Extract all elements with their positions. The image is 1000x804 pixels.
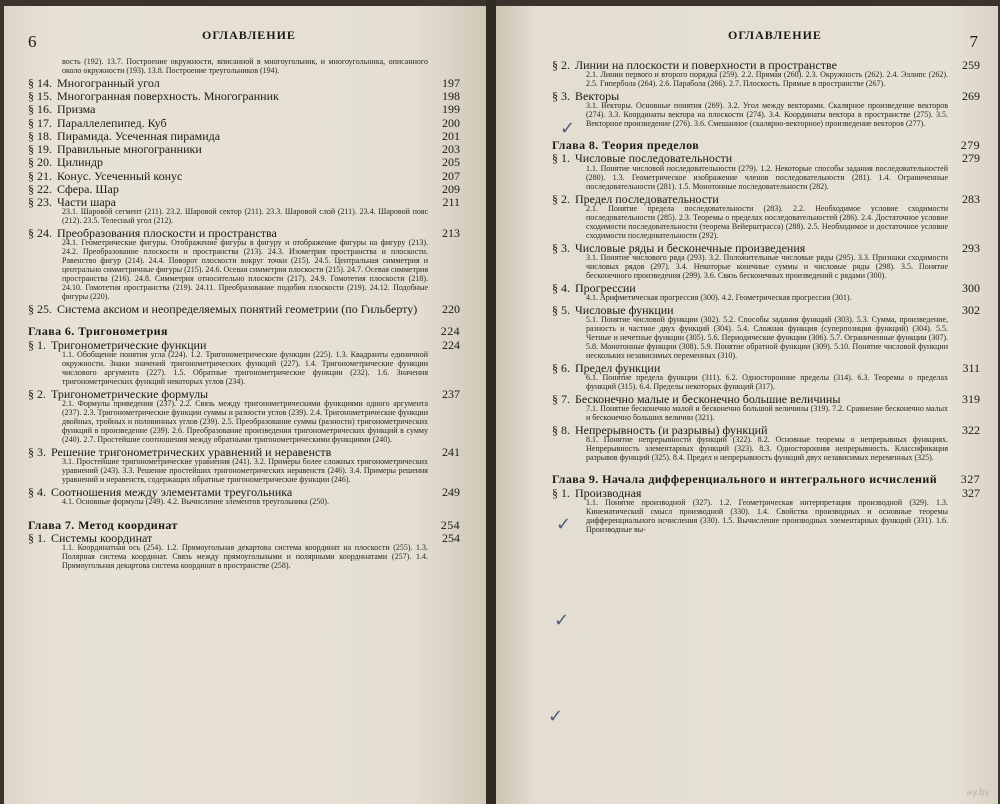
section-page: 237 — [442, 386, 460, 401]
left-page — [4, 6, 486, 804]
section-number: § 3. — [28, 444, 46, 459]
toc-entry — [28, 303, 460, 315]
section-title: Тригонометрические функции — [51, 337, 207, 352]
handwritten-check-mark: ✓ — [556, 514, 572, 535]
section-title: Решение тригонометрических уравнений и неравенств — [51, 444, 332, 459]
section-page: 220 — [442, 302, 460, 317]
section-number: § 7. — [552, 392, 570, 407]
section-title: Системы координат — [51, 531, 153, 546]
toc-entry — [552, 487, 980, 499]
section-number: § 2. — [28, 386, 46, 401]
section-number: § 6. — [552, 360, 570, 375]
section-title: Соотношения между элементами треугольника — [51, 484, 293, 499]
toc-entry — [552, 193, 980, 205]
toc-entry — [28, 388, 460, 400]
section-title: Производная — [575, 485, 642, 500]
chapter-8-entries — [552, 152, 980, 463]
section-page: 269 — [962, 89, 980, 104]
section-number: § 1. — [28, 531, 46, 546]
toc-entry — [28, 143, 460, 155]
section-page: 322 — [962, 423, 980, 438]
section-subtopics: 1.1. Обобщение понятия угла (224). 1.2. Тригонометрические функции (225). 1.3. Квадранты единичной окружности. Знаки значений тригонометрических функций (227). 1.4. Тригонометрические функции числового аргумента (227). 1.5. Обратные тригонометрические функции (232). 1.6. Значения тригонометрических функций некоторых углов (234). — [62, 349, 428, 386]
section-number: § 3. — [552, 240, 570, 255]
right-page — [496, 6, 998, 804]
section-page: 302 — [962, 302, 980, 317]
section-title: Сфера. Шар — [57, 181, 119, 196]
left-running-head: ОГЛАВЛЕНИЕ — [202, 28, 296, 42]
section-number: § 17. — [28, 115, 52, 130]
toc-entry — [552, 152, 980, 164]
section-number: § 14. — [28, 75, 52, 90]
section-page: 199 — [442, 102, 460, 117]
section-page: 241 — [442, 444, 460, 459]
section-title: Числовые последовательности — [575, 151, 733, 166]
section-title: Система аксиом и неопределяемых понятий геометрии (по Гильберту) — [57, 302, 418, 317]
toc-entry — [28, 90, 460, 102]
toc-entry — [28, 170, 460, 182]
section-page: 319 — [962, 392, 980, 407]
section-number: § 1. — [552, 485, 570, 500]
handwritten-check-mark: ✓ — [560, 118, 576, 139]
section-number: § 20. — [28, 155, 52, 170]
chapter-7-entries — [28, 532, 460, 571]
section-number: § 2. — [552, 58, 570, 72]
section-page: 198 — [442, 89, 460, 104]
section-page: 203 — [442, 142, 460, 157]
chapter-7-heading: Глава 7. Метод координат 254 — [28, 517, 460, 532]
chapter-9-entries — [552, 487, 980, 535]
section-title: Векторы — [575, 89, 620, 104]
chapter-6-entries — [28, 339, 460, 507]
section-subtopics: 3.1. Векторы. Основные понятия (269). 3.2. Угол между векторами. Скалярное произведение векторов (274). 3.3. Координаты вектора на плоскости (274). 3.4. Координаты вектора в пространстве (275). 3.5. Векторное произведение (276). 3.6. Смешанное (скалярно-векторное) произведение векторов (277). — [586, 101, 948, 129]
section-page: 200 — [442, 115, 460, 130]
section-subtopics: 1.1. Координатная ось (254). 1.2. Прямоугольная декартова система координат на плоскости (255). 1.3. Полярная система координат. Связь между прямоугольными и полярными координатами (257). 1.4. Прямоугольная декартова система координат в пространстве (258). — [62, 543, 428, 571]
section-number: § 16. — [28, 102, 52, 117]
toc-intro: вость (192). 13.7. Построение окружности, вписанной в многоугольник, и многоугольника, описанного около окружности (193). 13.8. Построение треугольников (194). — [62, 57, 428, 75]
section-number: § 8. — [552, 423, 570, 438]
watermark-text: ay.by — [966, 788, 990, 798]
section-title: Предел функции — [575, 360, 661, 375]
section-subtopics: 2.1. Линии первого и второго порядка (259). 2.2. Прямая (260). 2.3. Окружность (262). 2.4. Эллипс (262). 2.5. Гипербола (264). 2.6. Парабола (266). 2.7. Плоскость. Прямые в пространстве (267). — [586, 70, 948, 89]
section-page: 209 — [442, 181, 460, 196]
section-title: Преобразования плоскости и пространства — [57, 226, 277, 241]
section-subtopics: 7.1. Понятие бесконечно малой и бесконечно большой величины (319). 7.2. Сравнение бесконечно малых и бесконечно больших величин (321). — [586, 404, 948, 423]
book-gutter — [486, 0, 496, 804]
chapter-9-heading: Глава 9. Начала дифференциального и интегрального исчислений 327 — [552, 472, 980, 487]
section-page: 283 — [962, 191, 980, 206]
toc-entry — [28, 339, 460, 351]
section-page: 207 — [442, 168, 460, 183]
left-page-number: 6 — [28, 32, 37, 51]
section-title: Прогрессии — [575, 280, 636, 295]
toc-entry — [28, 103, 460, 115]
section-page: 300 — [962, 280, 980, 295]
section-title: Непрерывность (и разрывы) функций — [575, 423, 768, 438]
section-number: § 23. — [28, 195, 52, 210]
section-number: § 4. — [552, 280, 570, 295]
section-page: 254 — [442, 531, 460, 546]
right-toc — [552, 58, 980, 535]
section-number: § 19. — [28, 142, 52, 157]
section-subtopics: 4.1. Арифметическая прогрессия (300). 4.2. Геометрическая прогрессия (301). — [586, 292, 852, 302]
section-page: 224 — [442, 337, 460, 352]
section-number: § 22. — [28, 181, 52, 196]
section-title: Правильные многогранники — [57, 142, 202, 157]
section-subtopics: 2.1. Формулы приведения (237). 2.2. Связь между тригонометрическими функциями одного аргумента (237). 2.3. Тригонометрические функции суммы и разности углов (239). 2.4. Тригонометрические функции двойных, тройных и половинных углов (239). 2.5. Преобразование суммы (разности) тригонометрических функций в произведение (239). 2.6. Преобразование произведения тригонометрических функций в сумму (240). 2.7. Простейшие соотношения между обратными тригонометрическими функциями (240). — [62, 398, 428, 444]
section-subtopics: 1.1. Понятие числовой последовательности (279). 1.2. Некоторые способы задания последовательностей (280). 1.3. Геометрическое изображение членов последовательности (281). 1.4. Ограниченные последовательности (281). 1.5. Монотонные последовательности (282). — [586, 163, 948, 191]
section-number: § 25. — [28, 302, 52, 317]
section-title: Многогранный угол — [57, 75, 160, 90]
section-subtopics: 23.1. Шаровой сегмент (211). 23.2. Шаровой сектор (211). 23.3. Шаровой слой (211). 23.4. Шаровой пояс (212). 23.5. Телесный угол (212). — [62, 207, 428, 226]
toc-entry — [28, 156, 460, 168]
section-number: § 18. — [28, 128, 52, 143]
section-subtopics: 4.1. Основные формулы (249). 4.2. Вычисление элементов треугольника (250). — [62, 496, 329, 506]
section-page: 259 — [962, 58, 980, 72]
toc-entry — [28, 446, 460, 458]
toc-entries-right — [552, 59, 980, 129]
section-number: § 2. — [552, 191, 570, 206]
toc-entry — [28, 117, 460, 129]
section-page: 197 — [442, 75, 460, 90]
section-subtopics: 1.1. Понятие производной (327). 1.2. Геометрическая интерпретация производной (329). 1.3. Кинематический смысл производной (330). 1.4. Свойства производных и основные теоремы дифференциального исчисления (330). 1.5. Вычисление производных элементарных функций (331). 1.6. Производные вы- — [586, 497, 948, 534]
section-title: Числовые функции — [575, 302, 674, 317]
section-number: § 15. — [28, 89, 52, 104]
section-title: Бесконечно малые и бесконечно большие величины — [575, 392, 841, 407]
section-number: § 1. — [28, 337, 46, 352]
section-title: Многогранная поверхность. Многогранник — [57, 89, 279, 104]
right-page-number: 7 — [969, 32, 978, 51]
section-subtopics: 3.1. Понятие числового ряда (293). 3.2. Положительные числовые ряды (295). 3.3. Признаки сходимости числовых рядов (297). 3.4. Некоторые конечные суммы и числовые ряды (298). 3.5. Понятие бесконечного произведения (299). 3.6. Связь бесконечных произведений с рядами (300). — [586, 252, 948, 280]
section-title: Линии на плоскости и поверхности в пространстве — [575, 58, 837, 72]
section-subtopics: 8.1. Понятие непрерывности функций (322). 8.2. Основные теоремы о непрерывных функциях. Непрерывность элементарных функций (323). 8.3. Односторонняя непрерывность. Классификация разрывов функций (325). 8.4. Предел и непрерывность функций двух независимых переменных (325). — [586, 435, 948, 463]
section-page: 327 — [962, 485, 980, 500]
section-number: § 24. — [28, 226, 52, 241]
section-title: Пирамида. Усеченная пирамида — [57, 128, 221, 143]
toc-entries-left — [28, 77, 460, 315]
toc-entry — [552, 242, 980, 254]
section-page: 279 — [962, 151, 980, 166]
right-running-head: ОГЛАВЛЕНИЕ — [728, 28, 822, 42]
section-number: § 1. — [552, 151, 570, 166]
section-title: Тригонометрические формулы — [51, 386, 209, 401]
left-toc — [28, 58, 460, 571]
section-page: 293 — [962, 240, 980, 255]
section-number: § 4. — [28, 484, 46, 499]
section-subtopics: 5.1. Понятие числовой функции (302). 5.2. Способы задания функций (303). 5.3. Сумма, произведение, разность и частное двух функций (304). 5.4. Сложная функция (суперпозиция функций) (304). 5.5. Четные и нечетные функции (305). 5.6. Периодические функции (306). 5.7. Ограниченные функции (307). 5.8. Монотонные функции (308). 5.9. Понятие обратной функции (309). 5.10. Понятие числовой функции нескольких независимых переменных (310). — [586, 315, 948, 360]
chapter-8-heading: Глава 8. Теория пределов 279 — [552, 138, 980, 153]
section-subtopics: 6.1. Понятие предела функции (311). 6.2. Односторонние пределы (314). 6.3. Теоремы о пределах функций (315). 6.4. Пределы некоторых функций (317). — [586, 373, 948, 392]
section-page: 213 — [442, 226, 460, 241]
toc-entry — [28, 183, 460, 195]
section-title: Части шара — [57, 195, 117, 210]
section-number: § 5. — [552, 302, 570, 317]
section-number: § 21. — [28, 168, 52, 183]
section-title: Конус. Усеченный конус — [57, 168, 183, 183]
section-title: Числовые ряды и бесконечные произведения — [575, 240, 806, 255]
section-title: Параллелепипед. Куб — [57, 115, 167, 130]
section-title: Предел последовательности — [575, 191, 719, 206]
section-subtopics: 3.1. Простейшие тригонометрические уравнения (241). 3.2. Примеры более сложных тригонометрических уравнений (243). 3.3. Решение простейших тригонометрических неравенств (246). 3.4. Примеры решения уравнений и неравенств, содержащих обратные тригонометрические функции (246). — [62, 456, 428, 484]
section-subtopics: 2.1. Понятие предела последовательности (283). 2.2. Необходимое условие сходимости последовательности (285). 2.3. Теоремы о пределах последовательностей (286). 2.4. Достаточное условие сходимости последовательности (теорема Вейерштрасса) (288). 2.5. Необходимое и достаточное условие сходимости последовательности (292). — [586, 203, 948, 240]
section-page: 205 — [442, 155, 460, 170]
section-title: Призма — [57, 102, 96, 117]
toc-entry — [28, 77, 460, 89]
section-page: 201 — [442, 128, 460, 143]
section-page: 211 — [442, 195, 460, 210]
section-page: 311 — [962, 360, 980, 375]
section-subtopics: 24.1. Геометрические фигуры. Отображение фигуры в фигуру и отображение фигуры на фигуру (213). 24.2. Преобразование плоскости и пространства (213). 24.3. Изометрия пространства и плоскости. Равенство фигур (214). 24.4. Поворот плоскости вокруг точки (215). 24.5. Центральная симметрия и центрально симметричные фигуры (215). 24.6. Осевая симметрия плоскости (215). 24.7. Осевая симметрия пространства (216). 24.8. Симметрия относительно плоскости (217). 24.9. Гомотетия плоскости (218). 24.10. Гомотетия пространства (219). 24.11. Преобразование подобия плоскости (219). 24.12. Подобные фигуры (220). — [62, 238, 428, 302]
chapter-6-heading: Глава 6. Тригонометрия 224 — [28, 324, 460, 339]
toc-entry — [28, 130, 460, 142]
section-number: § 3. — [552, 89, 570, 104]
section-page: 249 — [442, 484, 460, 499]
handwritten-check-mark: ✓ — [548, 706, 564, 727]
handwritten-check-mark: ✓ — [554, 610, 570, 631]
section-title: Цилиндр — [57, 155, 104, 170]
